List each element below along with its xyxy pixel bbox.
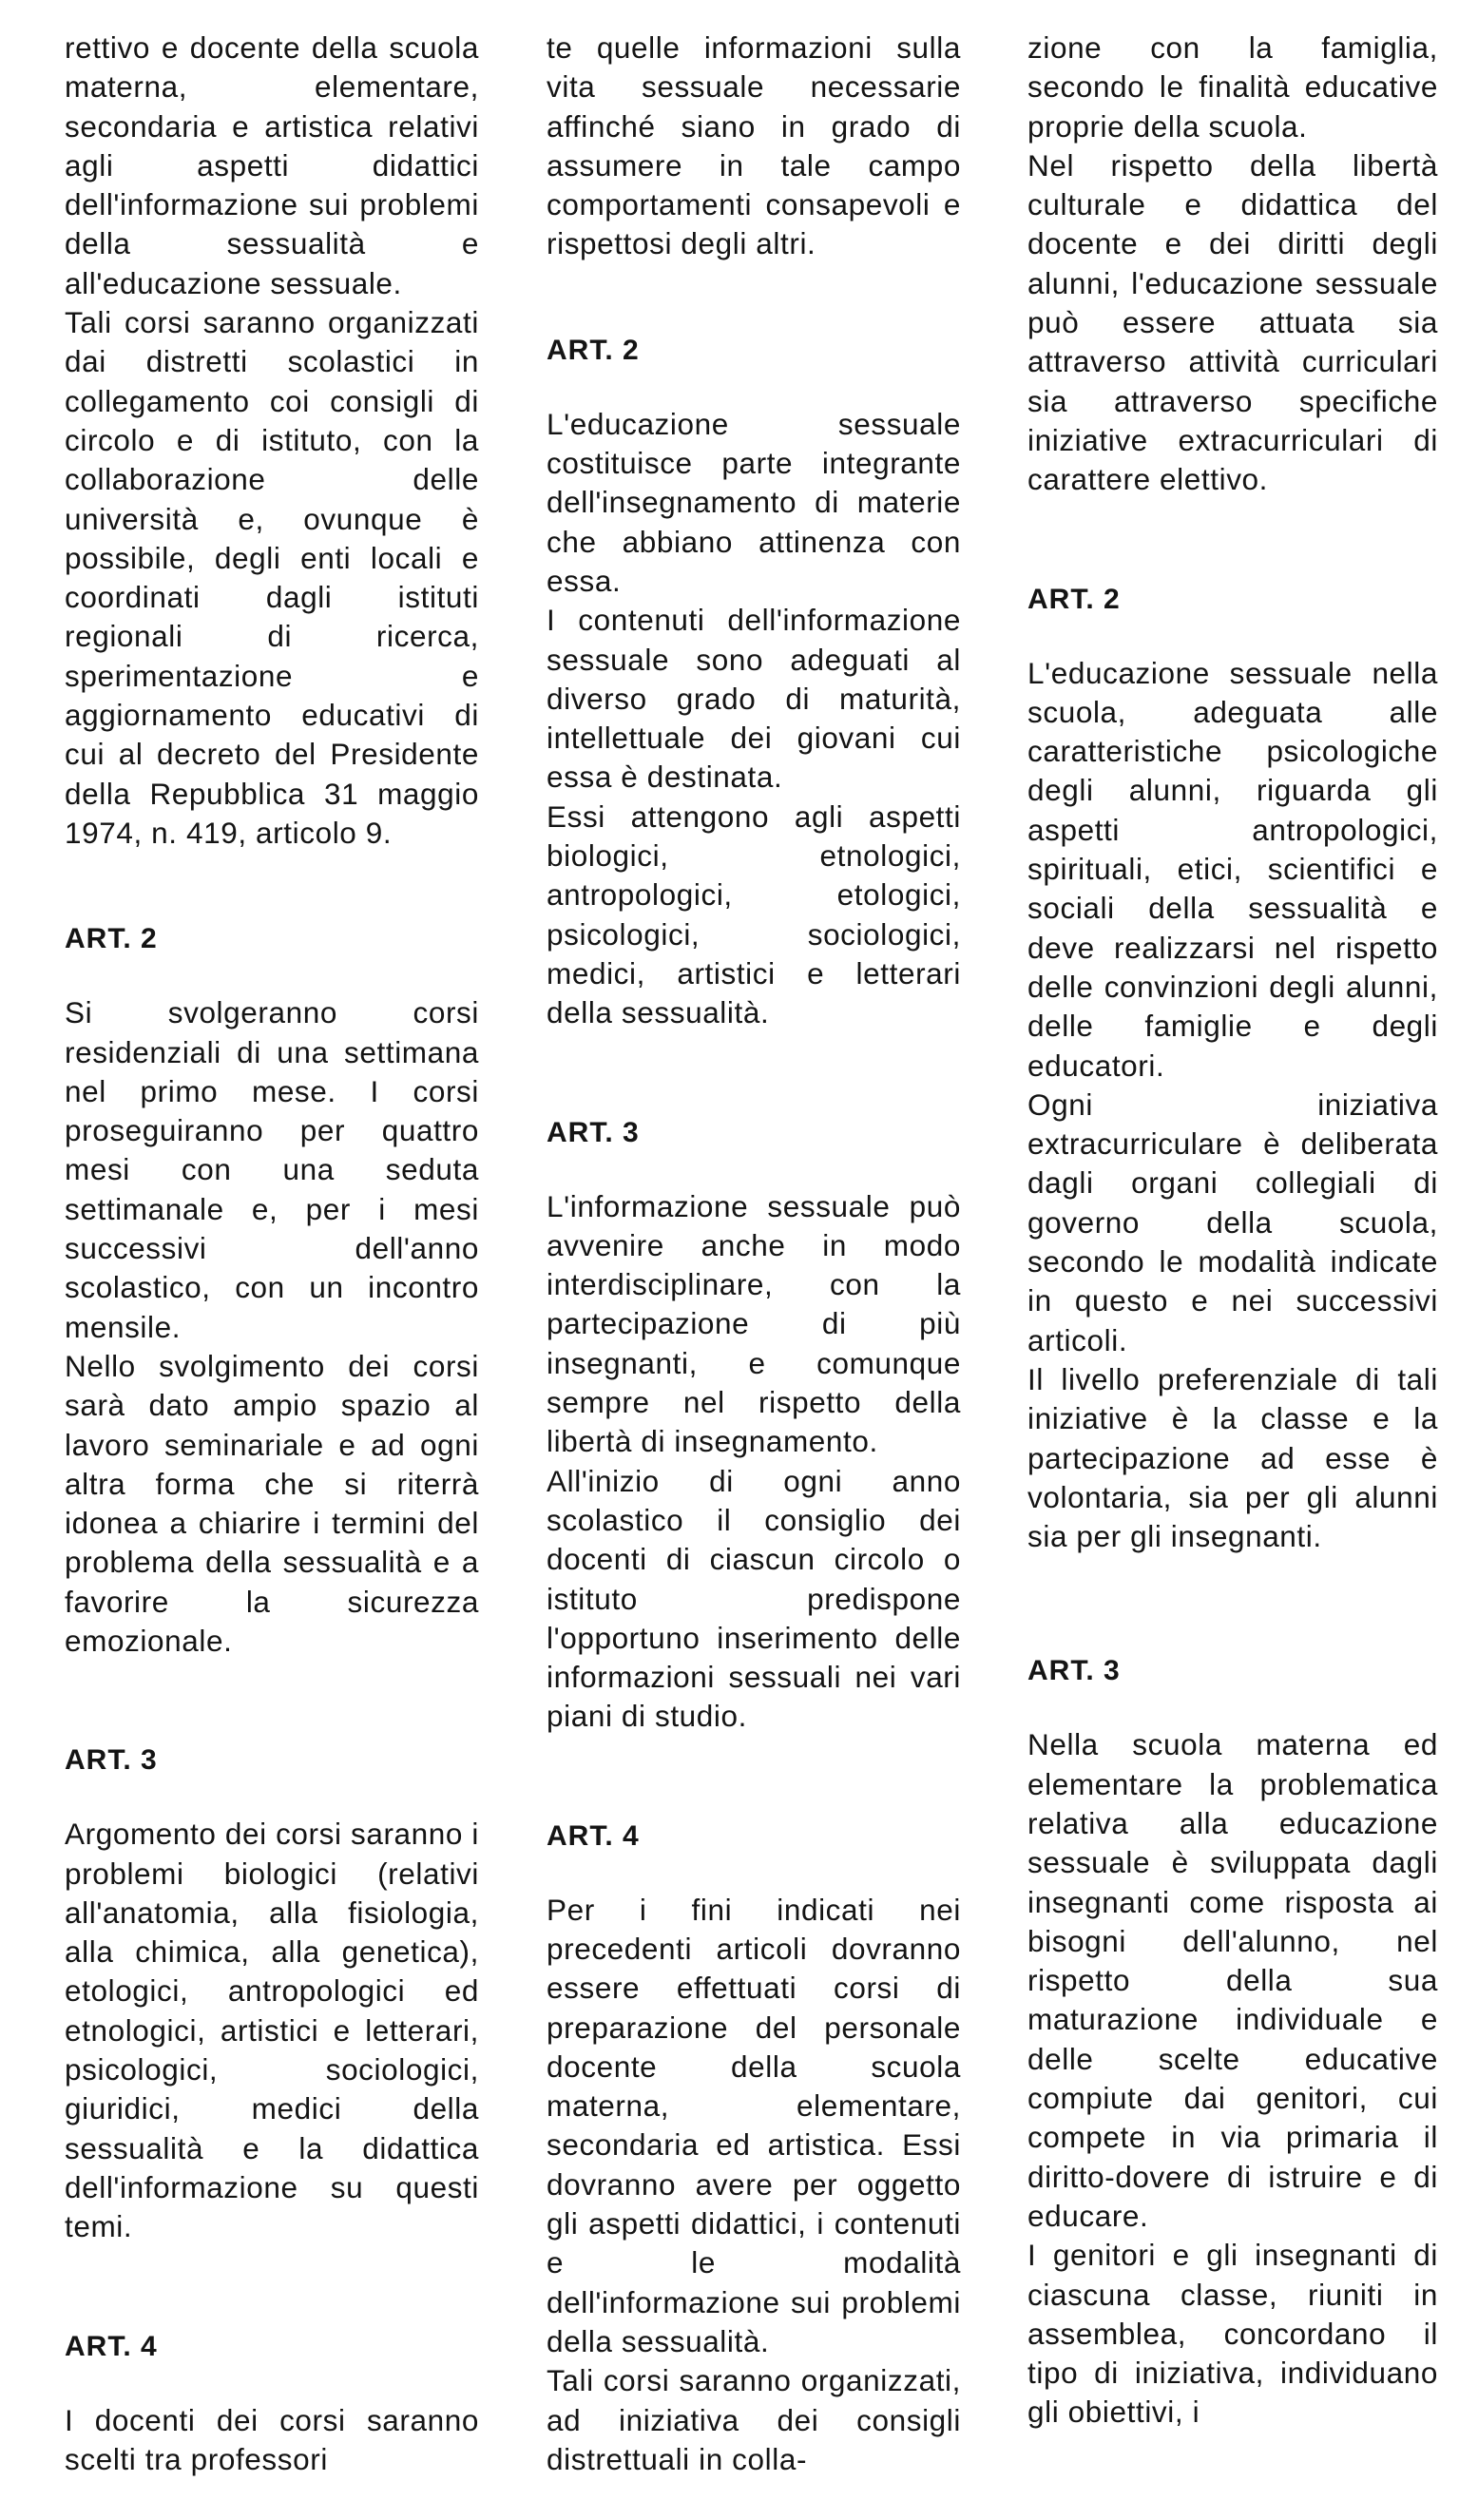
paragraph: Nel rispetto della libertà culturale e didattica del docente e dei diritti degli alunni, l'educazione sessuale può essere attuata sia attraverso attività curriculari sia attraverso specifiche iniziative extracurriculari di carattere elettivo. — [1027, 147, 1438, 497]
paragraph: Ogni iniziativa extracurriculare è deliberata dagli organi collegiali di governo della scuola, secondo le modalità indicate in questo e nei successivi articoli. — [1027, 1087, 1438, 1357]
paragraph: te quelle informazioni sulla vita sessuale necessarie affinché siano in grado di assumere in tale campo comportamenti consapevoli e rispettosi degli altri. — [547, 30, 961, 261]
text-column-2 — [547, 29, 961, 2479]
article-heading: ART. 2 — [1027, 583, 1121, 615]
paragraph: Nella scuola materna ed elementare la problematica relativa alla educazione sessuale è sviluppata dagli insegnanti come risposta ai bisogni dell'alunno, nel rispetto della sua maturazione individuale e delle scelte educative compiute dai genitori, cui compete in via primaria il diritto-dovere di istruire e di educare. — [1027, 1727, 1438, 2233]
paragraph: I docenti dei corsi saranno scelti tra professori — [65, 2402, 479, 2476]
paragraph: L'educazione sessuale nella scuola, adeguata alle caratteristiche psicologiche degli alunni, riguarda gli aspetti antropologici, spirituali, etici, scientifici e sociali della sessualità e deve realizzarsi nel rispetto delle convinzioni degli alunni, delle famiglie e degli educatori. — [1027, 655, 1438, 1083]
article-heading: ART. 3 — [547, 1116, 640, 1148]
paragraph: L'informazione sessuale può avvenire anche in modo interdisciplinare, con la partecipazione di più insegnanti, e comunque sempre nel rispetto della libertà di insegnamento. — [547, 1188, 961, 1459]
article-heading: ART. 4 — [65, 2330, 158, 2362]
paragraph: Essi attengono agli aspetti biologici, etnologici, antropologici, etologici, psicologici, sociologici, medici, artistici e letterari della sessualità. — [547, 798, 961, 1030]
article-heading: ART. 4 — [547, 1819, 640, 1852]
paragraph: Tali corsi saranno organizzati dai distretti scolastici in collegamento coi consigli di circolo e di istituto, con la collaborazione delle università e, ovunque è possibile, degli enti locali e coordinati dagli istituti regionali di ricerca, sperimentazione e aggiornamento educativi di cui al decreto del Presidente della Repubblica 31 maggio 1974, n. 419, articolo 9. — [65, 305, 479, 850]
article-heading: ART. 2 — [65, 923, 158, 955]
article-heading: ART. 3 — [65, 1744, 158, 1777]
article-heading: ART. 3 — [1027, 1655, 1121, 1687]
text-column-3 — [1027, 29, 1438, 2433]
paragraph: I contenuti dell'informazione sessuale sono adeguati al diverso grado di maturità, intellettuale dei giovani cui essa è destinata. — [547, 603, 961, 795]
paragraph: L'educazione sessuale costituisce parte integrante dell'insegnamento di materie che abbiano attinenza con essa. — [547, 406, 961, 598]
paragraph: Per i fini indicati nei precedenti articoli dovranno essere effettuati corsi di preparazione del personale docente della scuola materna, elementare, secondaria ed artistica. Essi dovranno avere per oggetto gli aspetti didattici, i contenuti e le modalità dell'informazione sui problemi della sessualità. — [547, 1892, 961, 2358]
article-heading: ART. 2 — [547, 334, 640, 366]
paragraph: Si svolgeranno corsi residenziali di una settimana nel primo mese. I corsi proseguiranno per quattro mesi con una seduta settimanale e, per i mesi successivi dell'anno scolastico, con un incontro mensile. — [65, 995, 479, 1344]
paragraph: zione con la famiglia, secondo le finalità educative proprie della scuola. — [1027, 30, 1438, 144]
paragraph: rettivo e docente della scuola materna, elementare, secondaria e artistica relativi agli aspetti didattici dell'informazione sui problemi della sessualità e all'educazione sessuale. — [65, 30, 479, 300]
paragraph: Tali corsi saranno organizzati, ad iniziativa dei consigli distrettuali in colla- — [547, 2363, 961, 2476]
paragraph: All'inizio di ogni anno scolastico il consiglio dei docenti di ciascun circolo o istituto predispone l'opportuno inserimento delle informazioni sessuali nei vari piani di studio. — [547, 1463, 961, 1734]
paragraph: I genitori e gli insegnanti di ciascuna classe, riuniti in assemblea, concordano il tipo di iniziativa, individuano gli obiettivi, i — [1027, 2238, 1438, 2430]
paragraph: Argomento dei corsi saranno i problemi biologici (relativi all'anatomia, alla fisiologia, alla chimica, alla genetica), etologici, antropologici ed etnologici, artistici e letterari, psicologici, sociologici, giuridici, medici della sessualità e la didattica dell'informazione su questi temi. — [65, 1817, 479, 2244]
paragraph: Nello svolgimento dei corsi sarà dato ampio spazio al lavoro seminariale e ad ogni altra forma che si riterrà idonea a chiarire i termini del problema della sessualità e a favorire la sicurezza emozionale. — [65, 1348, 479, 1658]
text-column-1 — [65, 29, 479, 2479]
paragraph: Il livello preferenziale di tali iniziative è la classe e la partecipazione ad esse è volontaria, sia per gli alunni sia per gli insegnanti. — [1027, 1361, 1438, 1554]
